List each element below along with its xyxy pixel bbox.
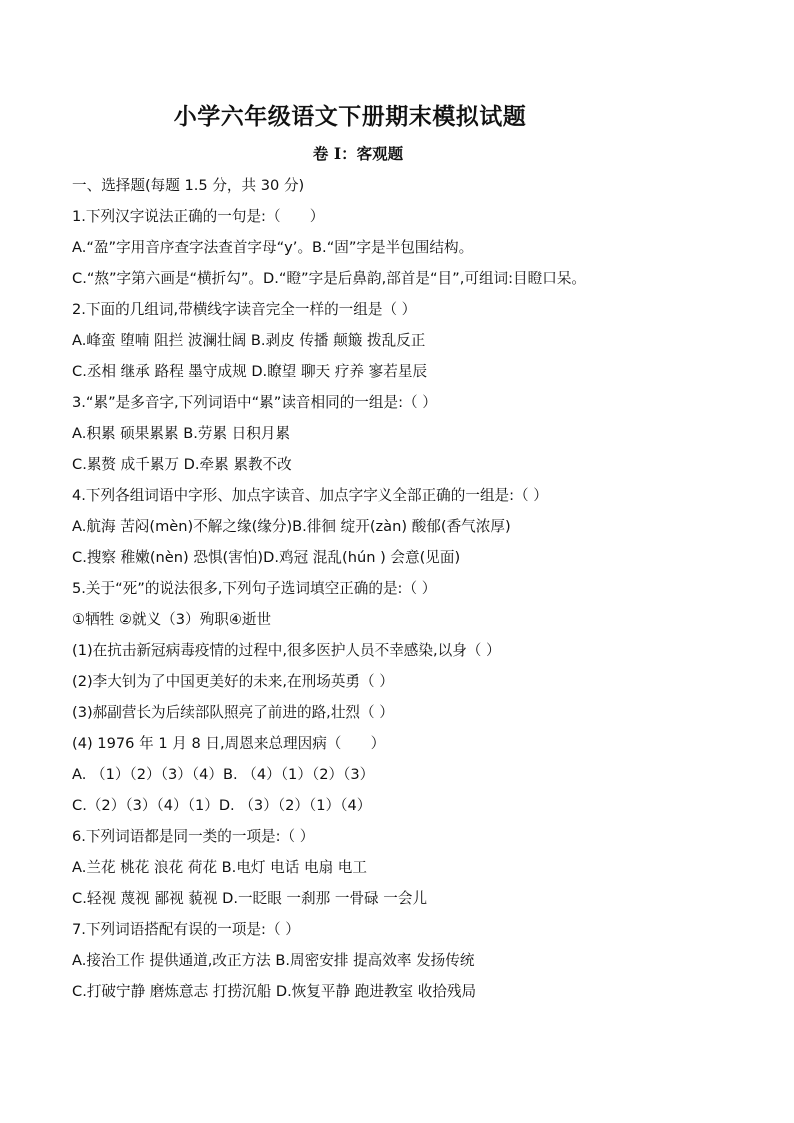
text-line: A.峰蛮 堕喃 阻拦 波澜壮阔 B.剥皮 传播 颠簸 拨乱反正 bbox=[72, 332, 426, 349]
text-line: 5.关于“死”的说法很多,下列句子选词填空正确的是:（ ） bbox=[72, 580, 437, 597]
text-line: C.（2）（3）（4）（1）D. （3）（2）（1）（4） bbox=[72, 797, 372, 814]
text-line: 7.下列词语搭配有误的一项是:（ ） bbox=[72, 921, 300, 938]
text-line: C.累赘 成千累万 D.牵累 累教不改 bbox=[72, 456, 292, 473]
text-line: A.航海 苦闷(mèn)不解之缘(缘分)B.徘徊 绽开(zàn) 酸郁(香气浓厚) bbox=[72, 518, 511, 535]
text-line: (2)李大钊为了中国更美好的未来,在刑场英勇（ ） bbox=[72, 673, 394, 690]
text-line: ①牺牲 ②就义（3）殉职④逝世 bbox=[72, 611, 272, 628]
question-list bbox=[72, 174, 752, 1011]
text-line: 1.下列汉字说法正确的一句是:（ ） bbox=[72, 208, 325, 225]
text-line: C.打破宁静 磨炼意志 打捞沉船 D.恢复平静 跑进教室 收拾残局 bbox=[72, 983, 477, 1000]
text-line: C.轻视 蔑视 鄙视 藐视 D.一眨眼 一刹那 一骨碌 一会儿 bbox=[72, 890, 428, 907]
text-line: A.积累 硕果累累 B.劳累 日积月累 bbox=[72, 425, 291, 442]
text-line: A.兰花 桃花 浪花 荷花 B.电灯 电话 电扇 电工 bbox=[72, 859, 367, 876]
text-line: (4) 1976 年 1 月 8 日,周恩来总理因病（ ） bbox=[72, 735, 386, 752]
text-line: 3.“累”是多音字,下列词语中“累”读音相同的一组是:（ ） bbox=[72, 394, 437, 411]
text-line: (3)郝副营长为后续部队照亮了前进的路,壮烈（ ） bbox=[72, 704, 394, 721]
section-subtitle: 卷 I：客观题 bbox=[312, 144, 404, 163]
text-line: 一、选择题(每题 1.5 分，共 30 分) bbox=[72, 177, 305, 194]
text-line: A.接治工作 提供通道,改正方法 B.周密安排 提高效率 发扬传统 bbox=[72, 952, 475, 969]
document-title: 小学六年级语文下册期末模拟试题 bbox=[173, 103, 527, 130]
text-line: A.“盈”字用音序查字法查首字母“y’。B.“固”字是半包围结构。 bbox=[72, 239, 474, 256]
text-line: 2.下面的几组词,带横线字读音完全一样的一组是（ ） bbox=[72, 301, 417, 318]
text-line: C.搜察 稚嫩(nèn) 恐惧(害怕)D.鸡冠 混乱(hún ) 会意(见面) bbox=[72, 549, 461, 566]
text-line: (1)在抗击新冠病毒疫情的过程中,很多医护人员不幸感染,以身（ ） bbox=[72, 642, 501, 659]
text-line: C.丞相 继承 路程 墨守成规 D.瞭望 聊天 疗养 寥若星辰 bbox=[72, 363, 428, 380]
text-line: 6.下列词语都是同一类的一项是:（ ） bbox=[72, 828, 315, 845]
text-line: A. （1）（2）（3）（4）B. （4）（1）（2）（3） bbox=[72, 766, 375, 783]
text-line: C.“熬”字第六画是“横折勾”。D.“瞪”字是后鼻韵,部首是“目”,可组词:目瞪口呆。 bbox=[72, 270, 587, 287]
text-line: 4.下列各组词语中字形、加点字读音、加点字字义全部正确的一组是:（ ） bbox=[72, 487, 548, 504]
